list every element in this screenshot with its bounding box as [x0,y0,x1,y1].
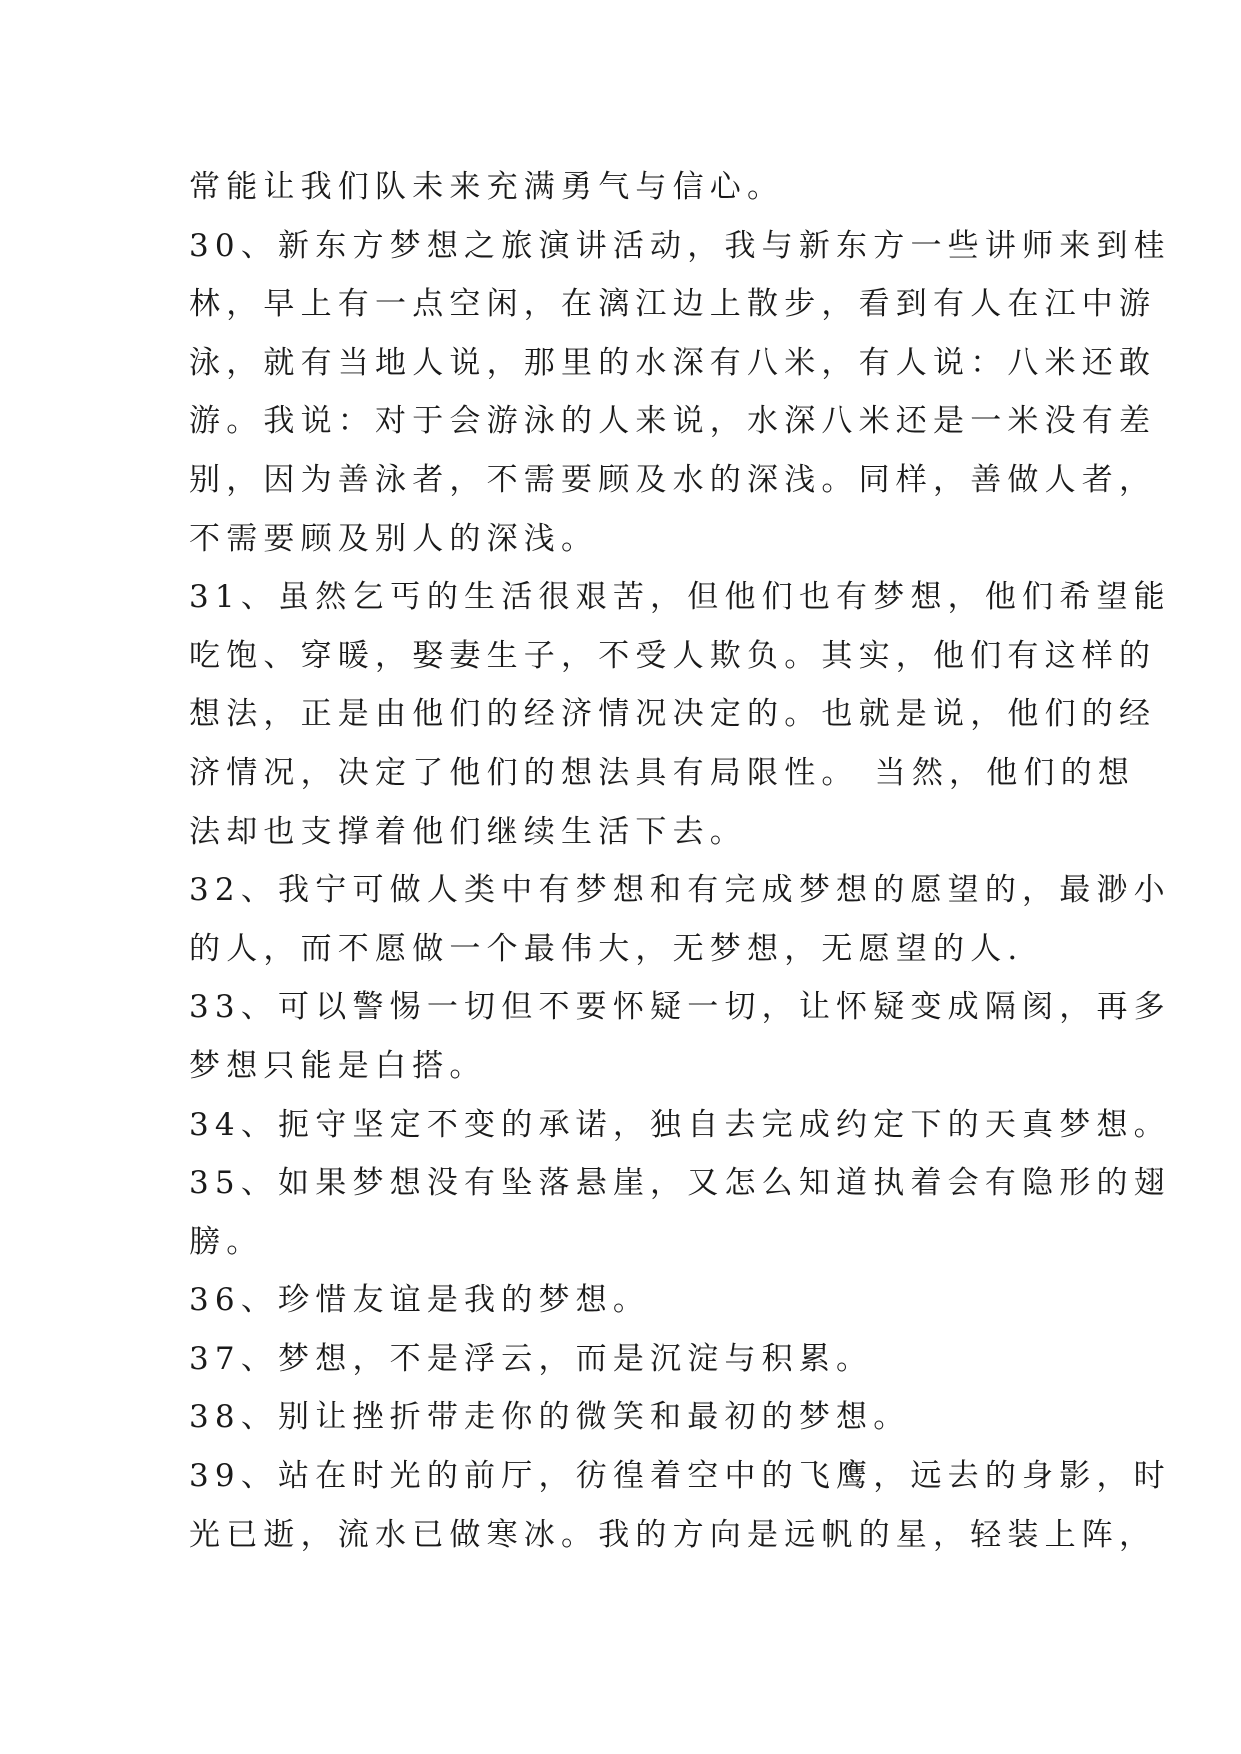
document-body [189,158,1171,1564]
text-line: 泳，就有当地人说，那里的水深有八米，有人说：八米还敢 [189,344,1157,381]
text-line: 梦想只能是白搭。 [189,1047,487,1084]
text-line: 法却也支撑着他们继续生活下去。 [189,813,747,850]
text-line: 游。我说：对于会游泳的人来说，水深八米还是一米没有差 [189,403,1157,440]
text-line: 林，早上有一点空闲，在漓江边上散步，看到有人在江中游 [189,286,1157,323]
text-line: 吃饱、穿暖，娶妻生子，不受人欺负。其实，他们有这样的 [189,637,1157,674]
text-line: 不需要顾及别人的深浅。 [189,520,599,557]
text-line: 的人，而不愿做一个最伟大，无梦想，无愿望的人. [189,930,1024,967]
text-line: 38、别让挫折带走你的微笑和最初的梦想。 [189,1399,911,1436]
text-line: 37、梦想，不是浮云，而是沉淀与积累。 [189,1340,874,1377]
text-line: 36、珍惜友谊是我的梦想。 [189,1282,651,1319]
text-line: 别，因为善泳者，不需要顾及水的深浅。同样，善做人者， [189,461,1157,498]
text-line: 30、新东方梦想之旅演讲活动，我与新东方一些讲师来到桂 [189,227,1171,264]
text-line: 34、扼守坚定不变的承诺，独自去完成约定下的天真梦想。 [189,1106,1171,1143]
text-line: 想法，正是由他们的经济情况决定的。也就是说，他们的经 [189,696,1157,733]
text-line: 31、虽然乞丐的生活很艰苦，但他们也有梦想，他们希望能 [189,579,1171,616]
text-line: 39、站在时光的前厅，彷徨着空中的飞鹰，远去的身影，时 [189,1458,1171,1495]
text-line: 光已逝，流水已做寒冰。我的方向是远帆的星，轻装上阵， [189,1516,1157,1553]
text-line: 济情况，决定了他们的想法具有局限性。 当然，他们的想 [189,754,1136,791]
text-line: 32、我宁可做人类中有梦想和有完成梦想的愿望的，最渺小 [189,872,1171,909]
text-line: 33、可以警惕一切但不要怀疑一切，让怀疑变成隔阂，再多 [189,989,1171,1026]
text-line: 35、如果梦想没有坠落悬崖，又怎么知道执着会有隐形的翅 [189,1165,1171,1202]
text-line: 膀。 [189,1223,264,1260]
text-line: 常能让我们队未来充满勇气与信心。 [189,169,785,205]
